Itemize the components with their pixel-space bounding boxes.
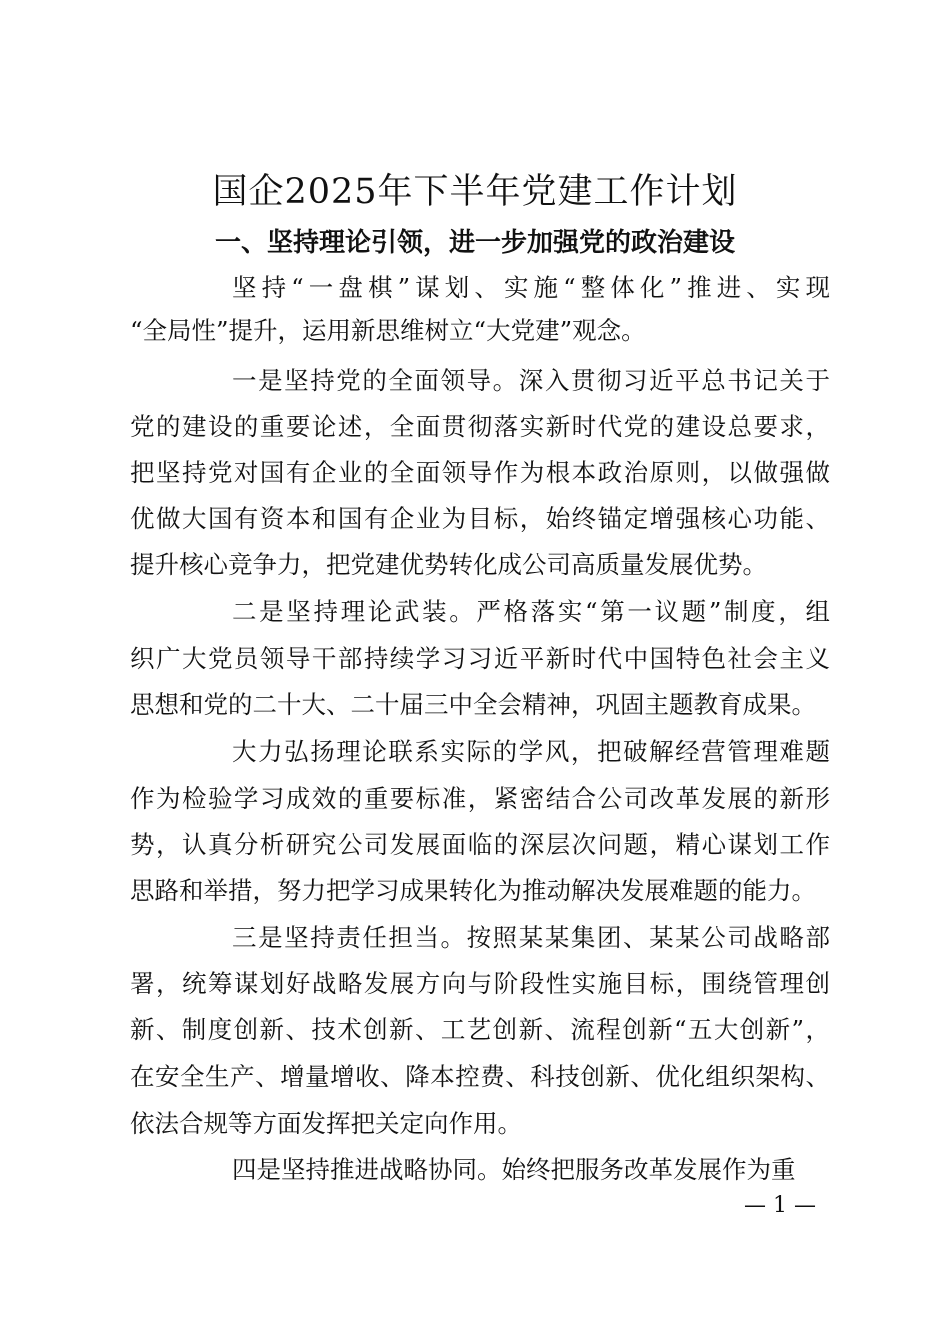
paragraph-line: 思路和举措，努力把学习成果转化为推动解决发展难题的能力。 xyxy=(130,876,816,905)
paragraph-line: 一是坚持党的全面领导。深入贯彻习近平总书记关于 xyxy=(232,366,830,395)
paragraph-line: 依法合规等方面发挥把关定向作用。 xyxy=(130,1109,522,1138)
paragraph-line: 提升核心竞争力，把党建优势转化成公司高质量发展优势。 xyxy=(130,550,767,579)
paragraph-line: 优做大国有资本和国有企业为目标，始终锚定增强核心功能、 xyxy=(130,504,830,533)
paragraph-line: 二是坚持理论武装。严格落实“第一议题”制度，组 xyxy=(232,597,830,626)
paragraph-line: 四是坚持推进战略协同。始终把服务改革发展作为重 xyxy=(232,1155,796,1184)
paragraph-line: 在安全生产、增量增收、降本控费、科技创新、优化组织架构、 xyxy=(130,1062,830,1091)
paragraph-line: 把坚持党对国有企业的全面领导作为根本政治原则，以做强做 xyxy=(130,458,830,487)
paragraph-line: 大力弘扬理论联系实际的学风，把破解经营管理难题 xyxy=(232,737,830,766)
page-number: — 1 — xyxy=(744,1193,816,1218)
paragraph-line: 三是坚持责任担当。按照某某集团、某某公司战略部 xyxy=(232,923,830,952)
paragraph-line: 织广大党员领导干部持续学习习近平新时代中国特色社会主义 xyxy=(130,644,830,673)
paragraph-line: 坚持“一盘棋”谋划、实施“整体化”推进、实现 xyxy=(232,273,830,302)
paragraph-line: 署，统筹谋划好战略发展方向与阶段性实施目标，围绕管理创 xyxy=(130,969,830,998)
paragraph-line: 思想和党的二十大、二十届三中全会精神，巩固主题教育成果。 xyxy=(130,690,816,719)
paragraph-line: “全局性”提升，运用新思维树立“大党建”观念。 xyxy=(130,316,646,345)
paragraph-line: 势，认真分析研究公司发展面临的深层次问题，精心谋划工作 xyxy=(130,830,830,859)
paragraph-line: 作为检验学习成效的重要标准，紧密结合公司改革发展的新形 xyxy=(130,784,830,813)
paragraph-line: 党的建设的重要论述，全面贯彻落实新时代党的建设总要求， xyxy=(130,412,830,441)
paragraph-line: 新、制度创新、技术创新、工艺创新、流程创新“五大创新”， xyxy=(130,1015,830,1044)
section-heading: 一、坚持理论引领，进一步加强党的政治建设 xyxy=(214,228,735,258)
document-title: 国企2025年下半年党建工作计划 xyxy=(212,172,738,212)
